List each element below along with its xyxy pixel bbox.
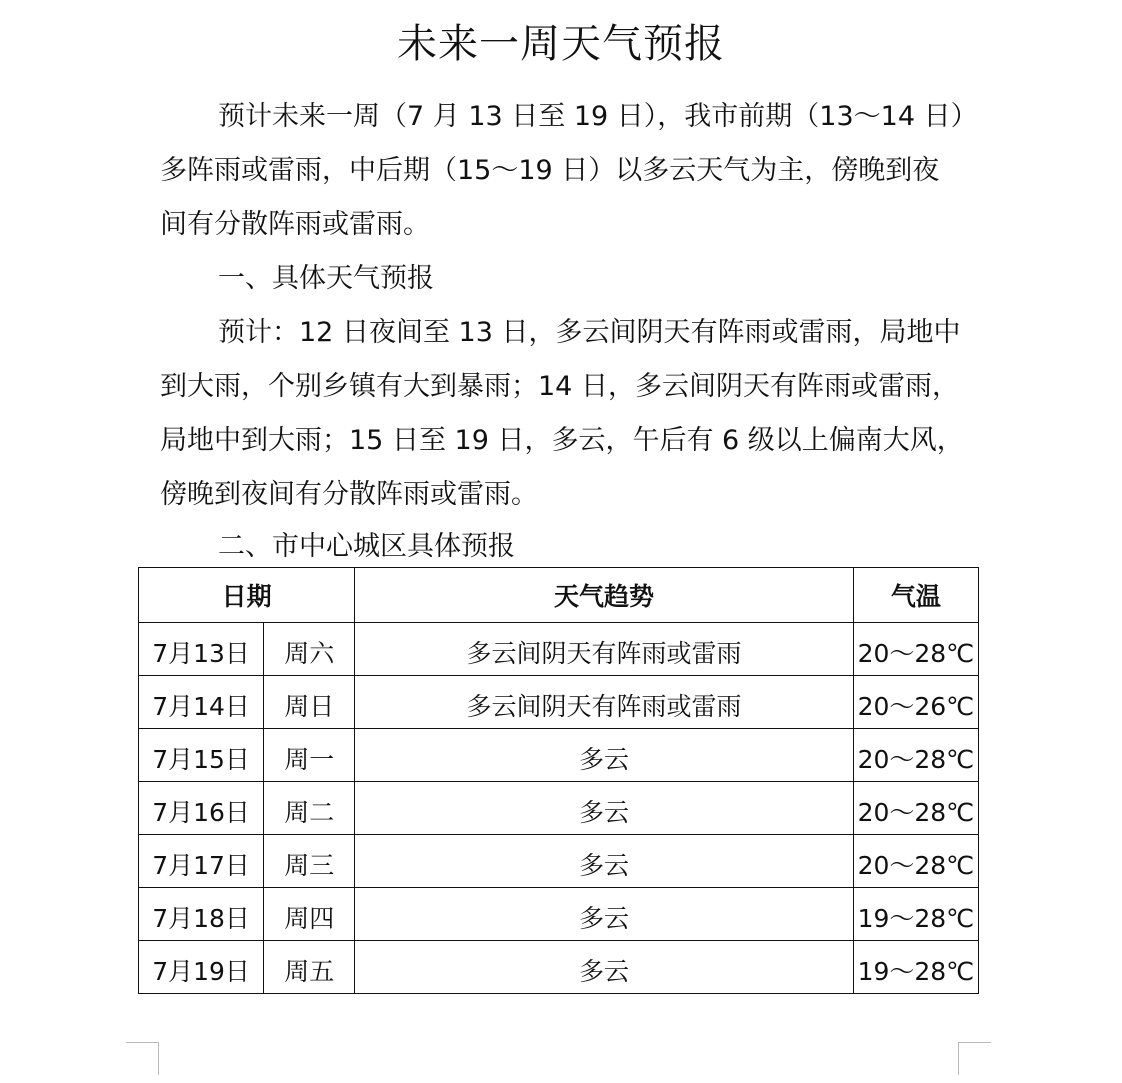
cell-weekday: 周二 [264,782,355,835]
cell-weekday: 周四 [264,888,355,941]
cell-date: 7月15日 [139,729,264,782]
section-heading-specific-forecast: 一、具体天气预报 [218,263,434,294]
header-date: 日期 [139,568,355,623]
table-row [139,676,979,729]
table-row [139,623,979,676]
header-temperature: 气温 [853,568,978,623]
cell-weekday: 周三 [264,835,355,888]
specific-forecast-paragraph: 预计：12 日夜间至 13 日，多云间阴天有阵雨或雷雨，局地中到大雨，个别乡镇有大到暴雨；14 日，多云间阴天有阵雨或雷雨，局地中到大雨；15 日至 19 日，多云，午后有 6 级以上偏南大风，傍晚到夜间有分散阵雨或雷雨。 [160,317,964,510]
cell-weekday: 周五 [264,941,355,994]
cell-temperature: 20～28℃ [853,835,978,888]
intro-paragraph: 预计未来一周（7 月 13 日至 19 日），我市前期（13～14 日）多阵雨或雷雨，中后期（15～19 日）以多云天气为主，傍晚到夜间有分散阵雨或雷雨。 [160,101,965,240]
cell-temperature: 19～28℃ [853,888,978,941]
cell-weekday: 周一 [264,729,355,782]
cell-date: 7月16日 [139,782,264,835]
cell-weather: 多云 [355,835,854,888]
cell-date: 7月13日 [139,623,264,676]
cell-weather: 多云间阴天有阵雨或雷雨 [355,676,854,729]
page-corner-mark-left [126,1042,159,1075]
cell-weather: 多云 [355,941,854,994]
cell-temperature: 19～28℃ [853,941,978,994]
table-row [139,835,979,888]
cell-weather: 多云 [355,729,854,782]
cell-weekday: 周日 [264,676,355,729]
table-row [139,729,979,782]
cell-weather: 多云间阴天有阵雨或雷雨 [355,623,854,676]
cell-temperature: 20～28℃ [853,782,978,835]
table-header-row [139,568,979,623]
forecast-table [138,567,979,994]
table-row [139,888,979,941]
cell-date: 7月18日 [139,888,264,941]
cell-date: 7月19日 [139,941,264,994]
section-heading-city-center-forecast: 二、市中心城区具体预报 [218,531,515,562]
cell-date: 7月14日 [139,676,264,729]
cell-weekday: 周六 [264,623,355,676]
table-row [139,782,979,835]
cell-weather: 多云 [355,782,854,835]
cell-temperature: 20～28℃ [853,729,978,782]
document-title: 未来一周天气预报 [397,21,725,67]
header-weather-trend: 天气趋势 [355,568,854,623]
cell-temperature: 20～28℃ [853,623,978,676]
page-corner-mark-right [958,1042,991,1075]
cell-temperature: 20～26℃ [853,676,978,729]
table-row [139,941,979,994]
cell-date: 7月17日 [139,835,264,888]
cell-weather: 多云 [355,888,854,941]
